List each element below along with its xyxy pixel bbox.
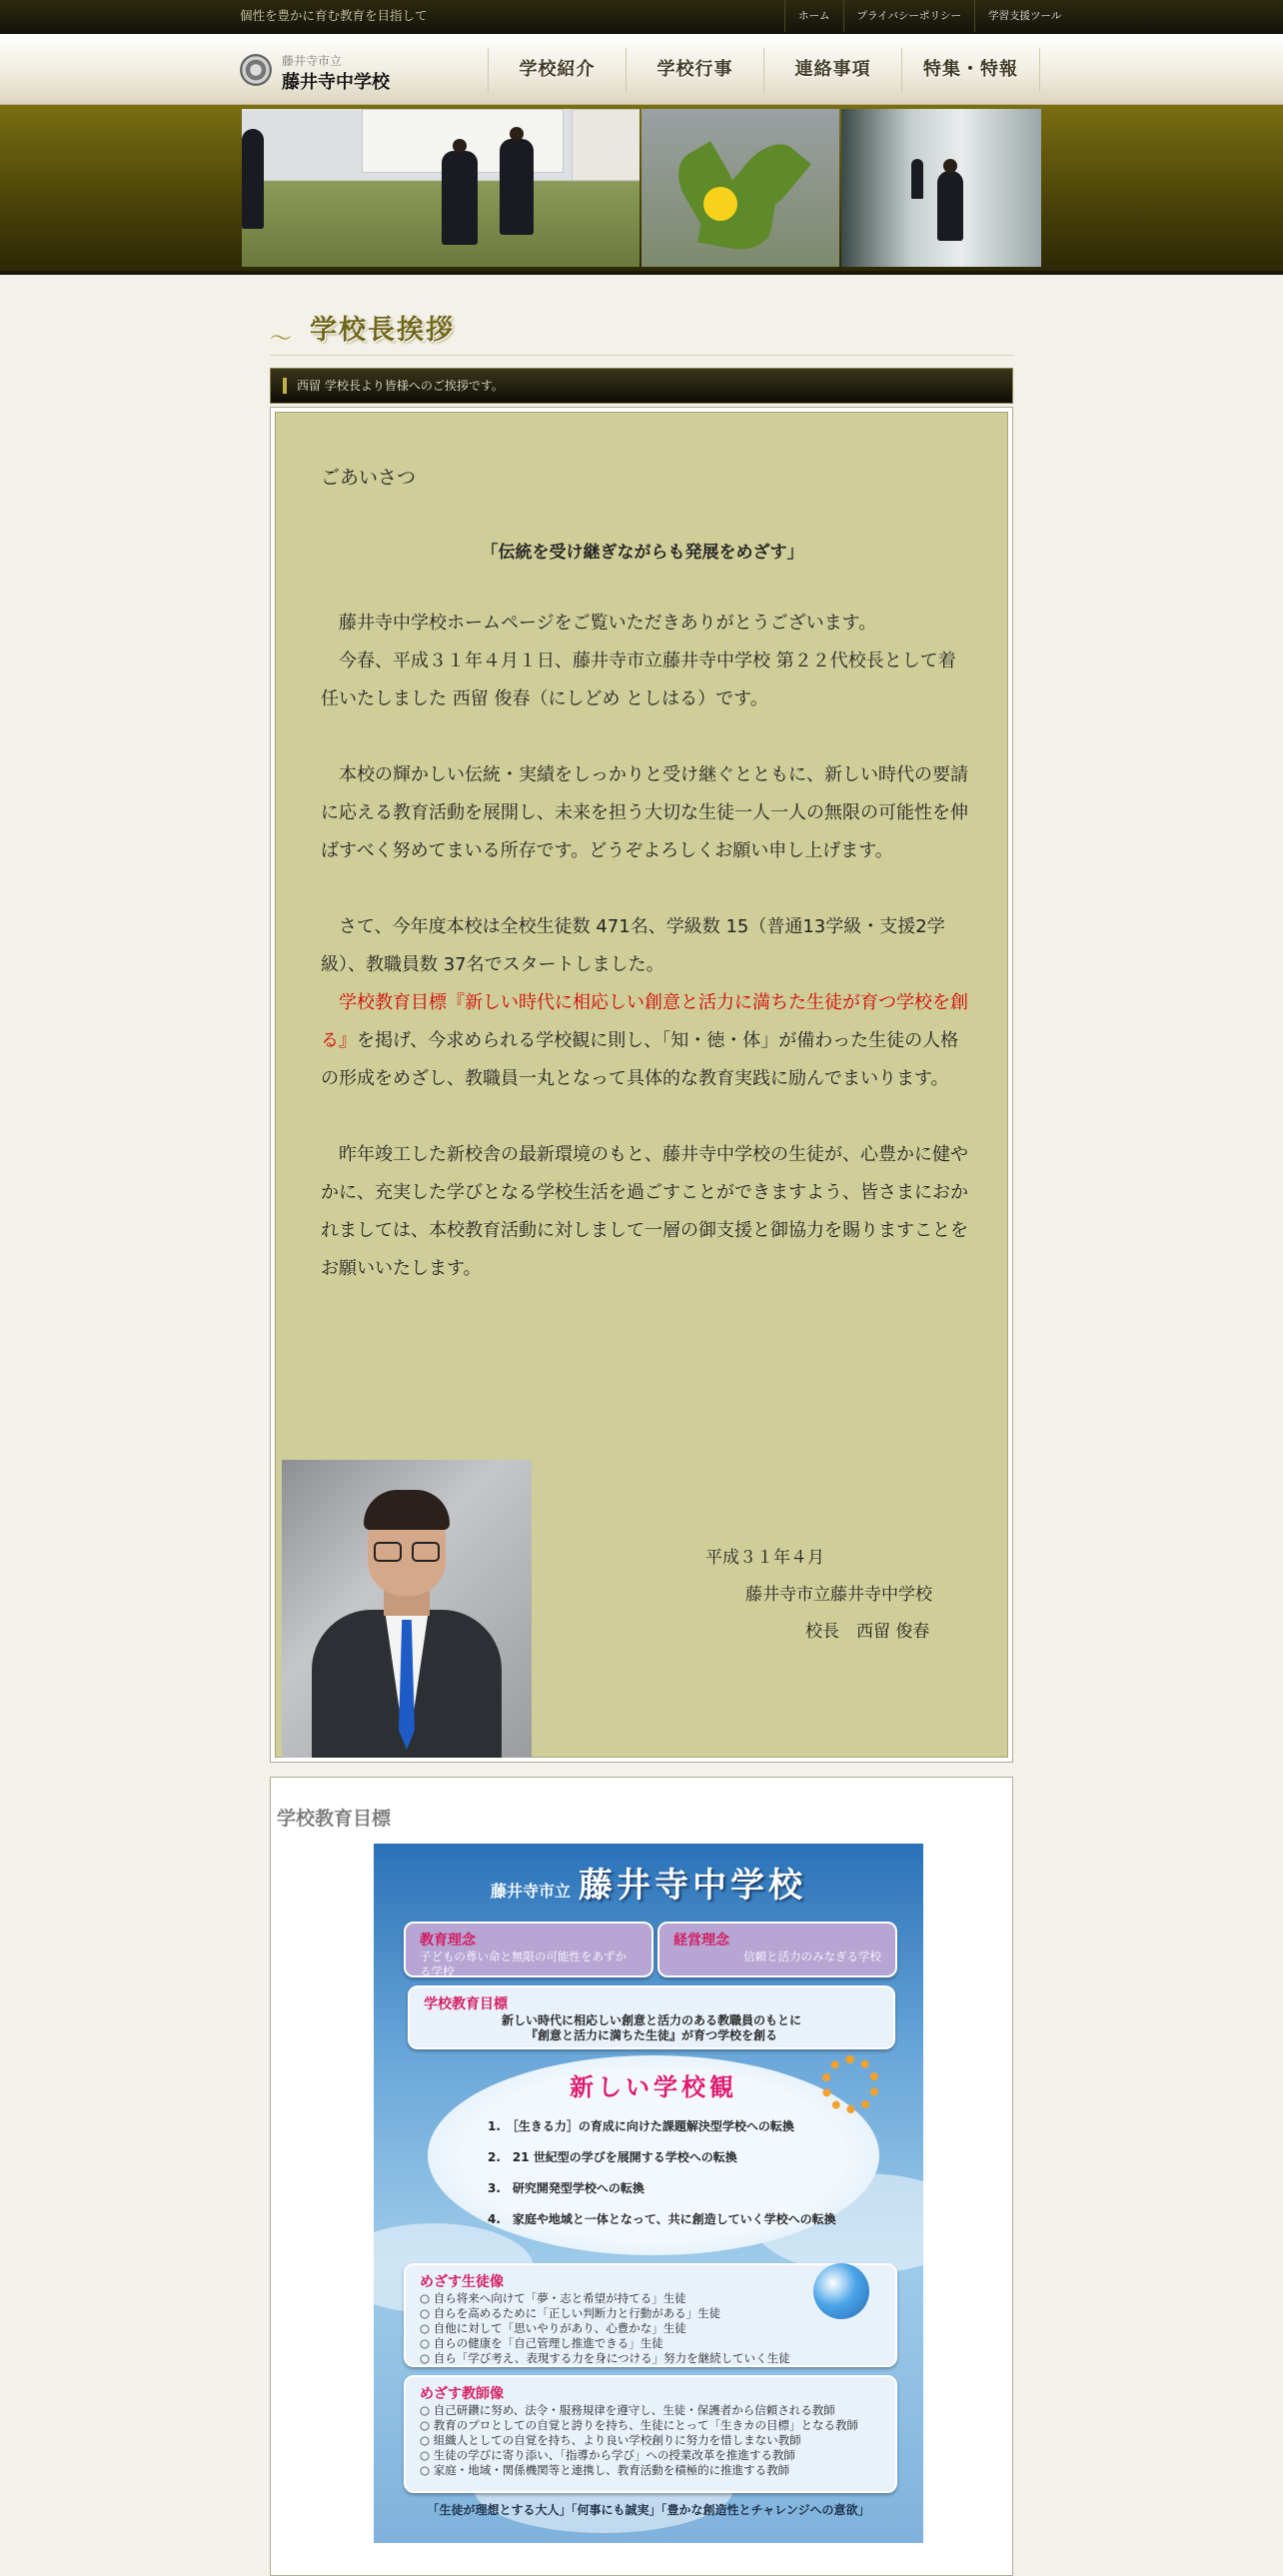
school-goals-poster: [374, 1844, 923, 2543]
poster-list-item: ○ 教育のプロとしての自覚と誇りを持ち、生徒にとって「生きカの目標」となる教師: [420, 2418, 858, 2432]
poster-box-text: 『創意と活力に満ちた生徒』が育つ学校を創る: [525, 2028, 777, 2042]
poster-list-item: ○ 自ら「学び考え、表現する力を身につける」努力を継続していく生徒: [420, 2351, 790, 2365]
greeting-paragraph: さて、今年度本校は全校生徒数 471名、学級数 15（普通13学級・支援2学級）、教職員数 37名でスタートしました。: [321, 916, 945, 975]
school-emblem-icon: [240, 54, 272, 86]
greeting-heading: ごあいさつ: [321, 467, 417, 489]
section-subtitle-bar: [270, 368, 1013, 404]
poster-list-item: ○ 自らの健康を「自己管理し推進できる」生徒: [420, 2336, 663, 2350]
poster-list-item: ○ 自らを高めるために「正しい判断力と行動がある」生徒: [420, 2306, 721, 2320]
school-goals-heading: 学校教育目標: [277, 1808, 392, 1830]
banner-photo-students-sweeping: [242, 109, 640, 267]
greeting-box: [270, 407, 1013, 1763]
top-link-privacy[interactable]: プライバシーポリシー: [843, 0, 974, 32]
school-goals-box: [270, 1777, 1013, 2576]
poster-box-heading: 教育理念: [420, 1932, 476, 1948]
poster-box-text: 子どもの尊い命と無限の可能性をあずかる学校: [420, 1949, 627, 1978]
poster-school-name: 藤井寺中学校: [579, 1866, 806, 1906]
greeting-paragraph: 本校の輝かしい伝統・実績をしっかりと受け継ぐとともに、新しい時代の要請に応える教育活動を展開し、未来を担う大切な生徒一人一人の無限の可能性を伸ばすべく努めてまいる所存です。どうぞよろしくお願い申し上げます。: [321, 764, 968, 861]
top-link-study-tools[interactable]: 学習支援ツール: [974, 0, 1074, 32]
poster-education-philosophy: [404, 1922, 653, 1977]
greeting-paragraph: 藤井寺中学校ホームページをご覧いただきありがとうございます。: [321, 613, 877, 634]
nav-item-features[interactable]: 特集・特報: [901, 48, 1040, 92]
logo-city: 藤井寺市立: [282, 54, 343, 68]
greeting-paragraph: 昨年竣工した新校舎の最新環境のもと、藤井寺中学校の生徒が、心豊かに健やかに、充実した学びとなる学校生活を過ごすことができますよう、皆さまにおかれましては、本校教育活動に対しまして一層の御支援と御協力を賜りますことをお願いいたします。: [321, 1144, 968, 1279]
greeting-paragraph-cont: を掲げ、今求められる学校観に則し、「知・徳・体」が備わった生徒の人格の形成をめざし、教職員一丸となって具体的な教育実践に励んでまいります。: [321, 1030, 959, 1089]
greeting-body: [321, 605, 970, 1288]
global-nav: [488, 48, 1040, 92]
greeting-paragraph: 今春、平成３１年４月１日、藤井寺市立藤井寺中学校 第２２代校長として着任いたしました 西留 俊春（にしどめ としはる）です。: [321, 650, 956, 709]
poster-box-heading: 学校教育目標: [424, 1996, 508, 2012]
site-header: [0, 34, 1283, 105]
poster-view-list: [488, 2111, 867, 2235]
children-ring-icon: [821, 2055, 879, 2113]
top-link-home[interactable]: ホーム: [784, 0, 843, 32]
signature-date: 平成３１年４月: [705, 1548, 824, 1568]
poster-header: [374, 1858, 923, 1907]
principal-portrait: [282, 1460, 532, 1758]
poster-list-item: ○ 家庭・地域・関係機関等と連携し、教育活動を積極的に推進する教師: [420, 2463, 790, 2477]
poster-management-philosophy: [657, 1922, 897, 1977]
poster-view-heading: 新しい学校観: [570, 2073, 737, 2101]
logo-school-name: 藤井寺中学校: [282, 72, 390, 93]
poster-box-text: 新しい時代に相応しい創意と活力のある教職員のもとに: [501, 2013, 801, 2027]
top-links: [784, 0, 1074, 32]
nav-item-school-intro[interactable]: 学校紹介: [488, 48, 626, 92]
signature-name: 校長 西留 俊春: [805, 1622, 930, 1642]
school-goal-highlight: 学校教育目標『新しい時代に相応しい創意と活力に満ちた生徒が育つ学校を創る』: [321, 992, 968, 1051]
poster-box-heading: めざす生徒像: [420, 2274, 504, 2290]
top-bar: [0, 0, 1283, 34]
page-title: 学校長挨拶: [310, 315, 455, 346]
poster-view-item: 1. ［生きる力］の育成に向けた課題解決型学校への転換: [488, 2119, 794, 2133]
nav-item-notices[interactable]: 連絡事項: [763, 48, 901, 92]
nav-item-school-events[interactable]: 学校行事: [626, 48, 763, 92]
poster-list-item: ○ 自己研鑽に努め、法令・服務規律を遵守し、生徒・保護者から信頼される教師: [420, 2403, 835, 2417]
poster-box-heading: 経営理念: [673, 1932, 729, 1948]
poster-city: 藤井寺市立: [490, 1882, 571, 1901]
page-title-area: [270, 300, 1013, 356]
site-tagline: 個性を豊かに育む教育を目指して: [240, 8, 428, 23]
poster-box-text: 信頼と活力のみなぎる学校: [743, 1949, 881, 1963]
poster-view-item: 3. 研究開発型学校への転換: [488, 2181, 644, 2195]
globe-icon: [813, 2263, 869, 2319]
greeting-paragraph: [321, 984, 970, 1098]
poster-list-item: ○ 自他に対して「思いやりがあり、心豊かな」生徒: [420, 2321, 686, 2335]
poster-footer: 「生徒が理想とする大人」「何事にも誠実」「豊かな創造性とチャレンジへの意欲」: [427, 2503, 870, 2517]
greeting-panel: [275, 412, 1008, 1758]
poster-school-goal: [408, 1985, 895, 2049]
site-logo[interactable]: [240, 52, 410, 92]
banner-photo-hallway-cleaning: [841, 109, 1041, 267]
subtitle-marker-icon: [283, 378, 287, 394]
poster-new-school-view: [428, 2055, 879, 2255]
poster-list-item: ○ 生徒の学びに寄り添い、「指導から学び」への授業改革を推進する教師: [420, 2448, 795, 2462]
poster-view-item: 2. 21 世紀型の学びを展開する学校への転換: [488, 2150, 737, 2164]
title-ornament-icon: 〜: [270, 327, 293, 352]
greeting-signature: [705, 1540, 932, 1651]
poster-ideal-teacher: [404, 2375, 897, 2493]
poster-list-item: ○ 組織人としての自覚を持ち、より良い学校創りに努力を惜しまない教師: [420, 2433, 801, 2447]
signature-school: 藤井寺市立藤井寺中学校: [745, 1585, 932, 1605]
poster-view-item: 4. 家庭や地域と一体となって、共に創造していく学校への転換: [488, 2212, 836, 2226]
banner-photo-dandelion: [642, 109, 839, 267]
poster-box-heading: めざす教師像: [420, 2386, 504, 2402]
greeting-motto: 「伝統を受け継ぎながらも発展をめざす」: [481, 543, 804, 563]
section-subtitle: 西留 学校長より皆様へのご挨拶です。: [297, 379, 504, 393]
poster-list-item: ○ 自ら将来へ向けて「夢・志と希望が持てる」生徒: [420, 2291, 686, 2305]
header-banner: [0, 105, 1283, 275]
